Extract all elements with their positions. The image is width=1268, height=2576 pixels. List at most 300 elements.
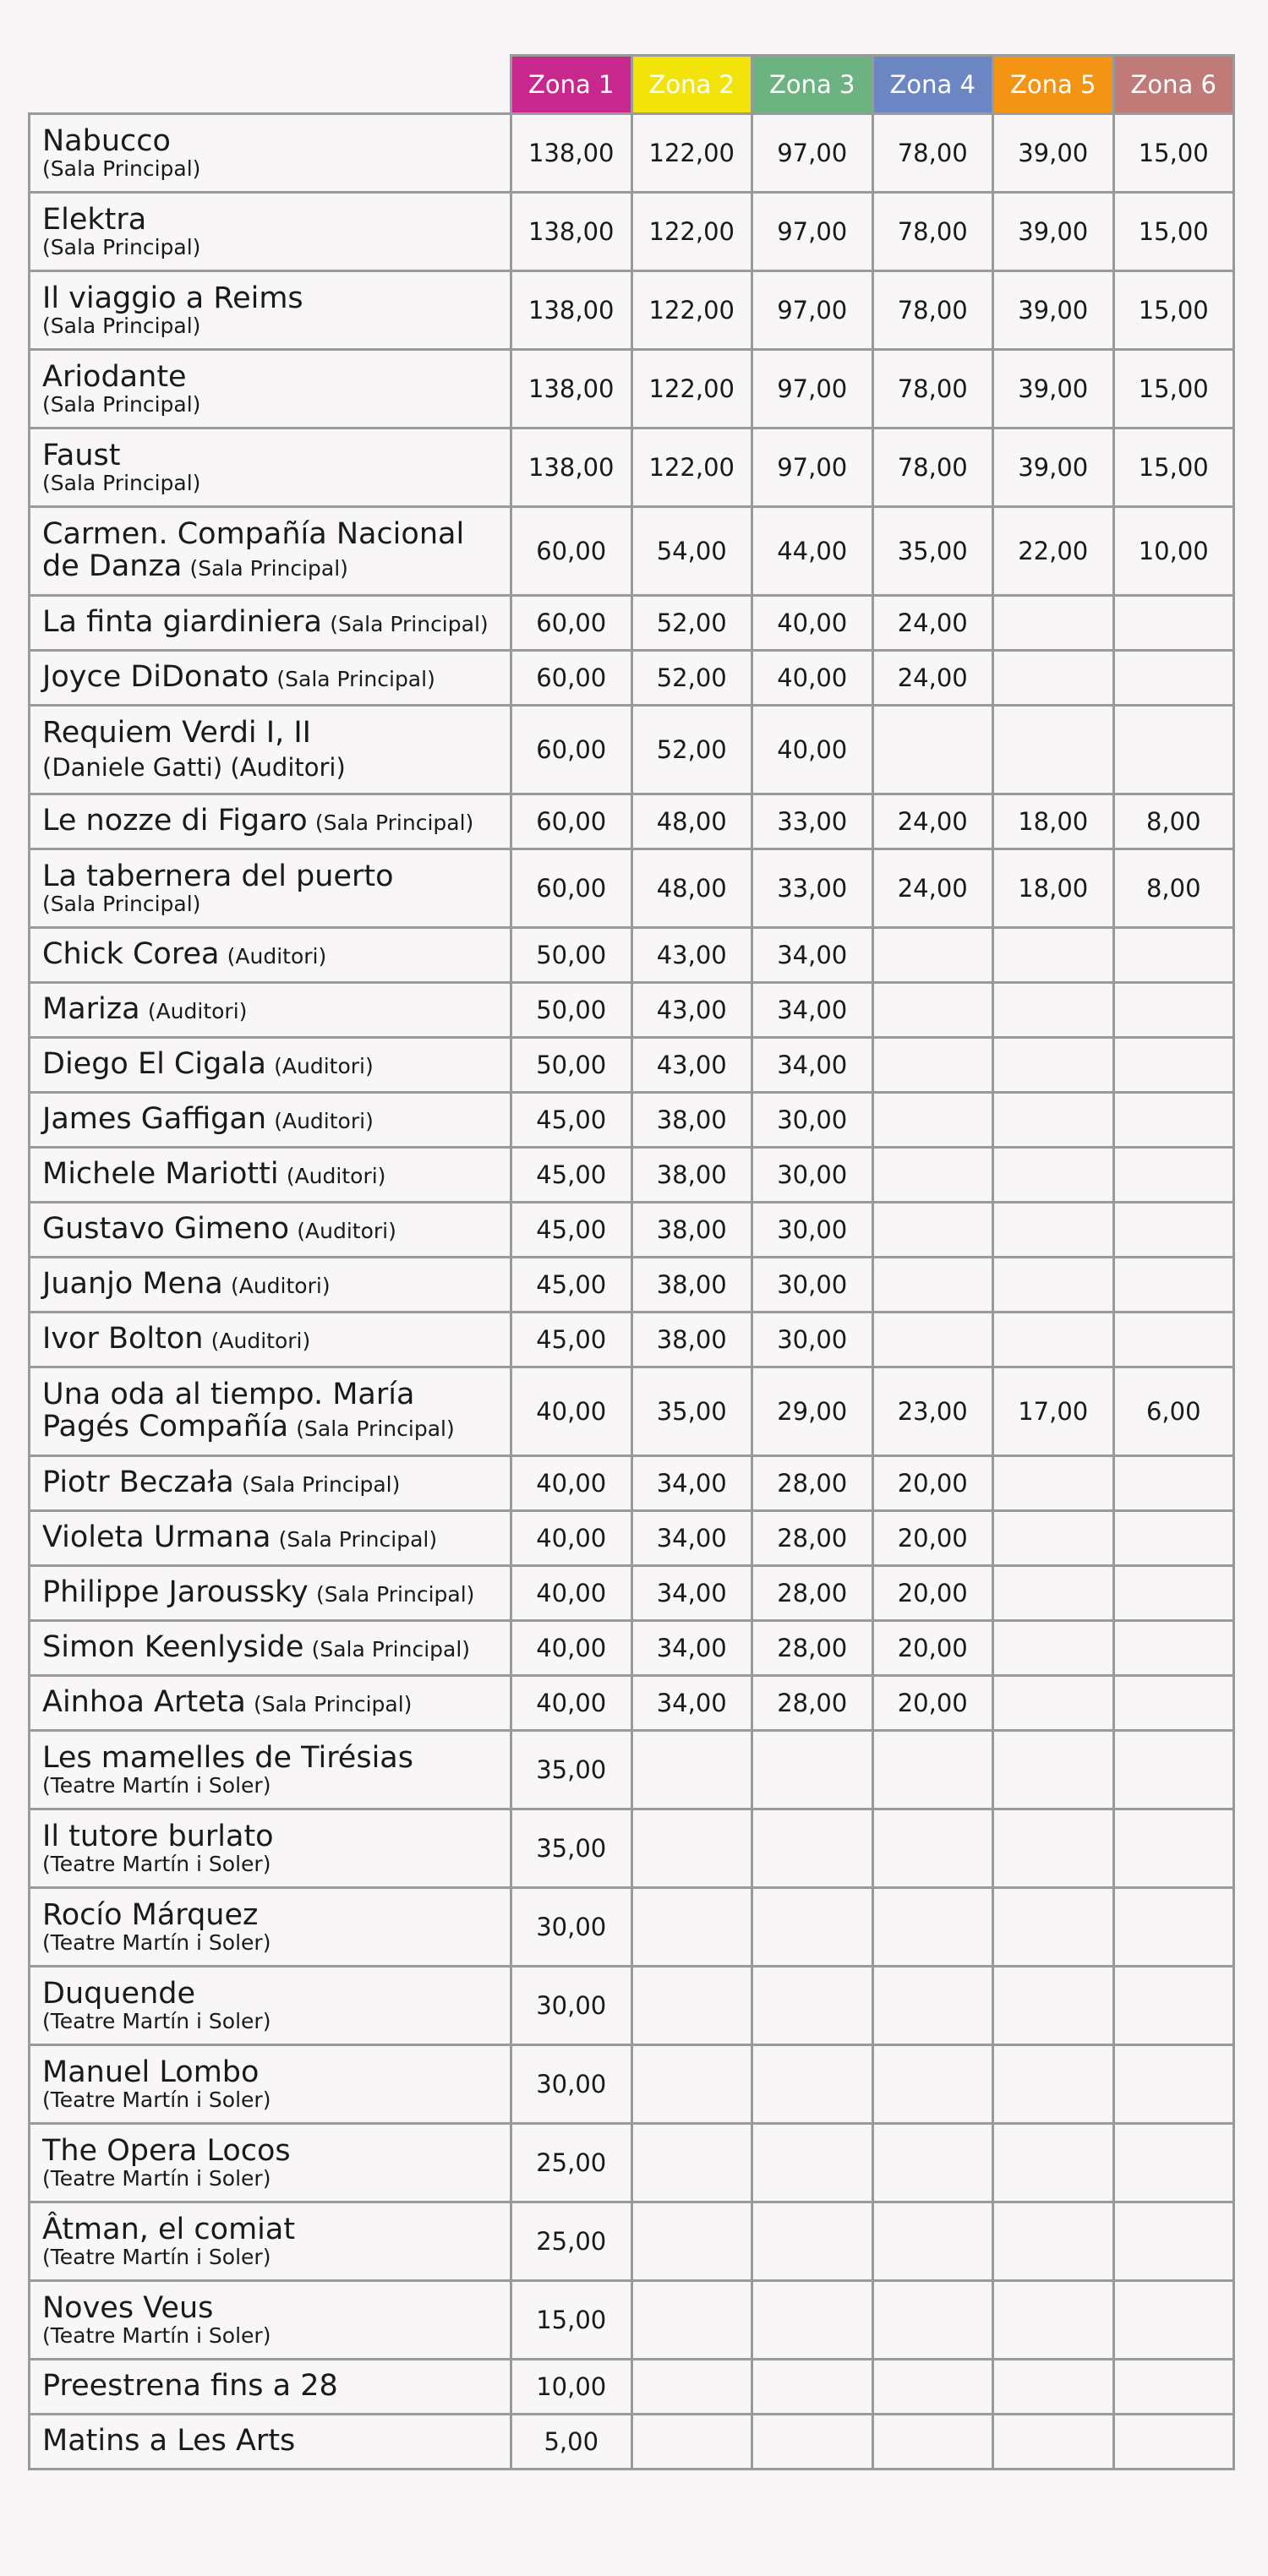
price-zone-4: 20,00 <box>872 1456 993 1511</box>
price-zone-3: 30,00 <box>752 1093 873 1148</box>
price-zone-6 <box>1113 983 1234 1038</box>
price-zone-6 <box>1113 1676 1234 1731</box>
price-zone-1: 40,00 <box>511 1367 632 1456</box>
event-cell <box>30 2360 511 2415</box>
header-corner <box>30 56 511 114</box>
event-cell <box>30 2202 511 2281</box>
price-zone-2 <box>631 2415 752 2470</box>
price-zone-3 <box>752 2360 873 2415</box>
event-venue: (Auditori) <box>147 999 248 1024</box>
event-cell <box>30 1809 511 1888</box>
event-cell <box>30 193 511 271</box>
event-cell <box>30 2415 511 2470</box>
event-venue: (Sala Principal) <box>276 667 435 692</box>
event-title: Simon Keenlyside <box>42 1630 304 1665</box>
table-row <box>30 271 1234 350</box>
price-zone-6: 15,00 <box>1113 193 1234 271</box>
price-zone-2: 38,00 <box>631 1148 752 1203</box>
price-zone-6 <box>1113 1566 1234 1621</box>
event-title: Juanjo Mena <box>42 1267 223 1302</box>
price-zone-1: 50,00 <box>511 1038 632 1093</box>
price-zone-4 <box>872 1258 993 1313</box>
price-zone-4: 78,00 <box>872 193 993 271</box>
price-zone-5 <box>993 1203 1114 1258</box>
price-zone-2: 48,00 <box>631 849 752 928</box>
table-row <box>30 1456 1234 1511</box>
table-row <box>30 2360 1234 2415</box>
price-zone-4: 78,00 <box>872 271 993 350</box>
event-title: Rocío Márquez <box>42 1897 259 1932</box>
table-row <box>30 1367 1234 1456</box>
event-venue: (Sala Principal) <box>296 1416 455 1441</box>
price-zone-2: 34,00 <box>631 1621 752 1676</box>
price-zone-5: 39,00 <box>993 428 1114 507</box>
price-zone-2: 38,00 <box>631 1313 752 1367</box>
price-zone-1: 40,00 <box>511 1566 632 1621</box>
event-cell <box>30 651 511 706</box>
price-zone-2: 38,00 <box>631 1203 752 1258</box>
price-zone-2: 43,00 <box>631 928 752 983</box>
price-zone-1: 15,00 <box>511 2281 632 2360</box>
table-row <box>30 1258 1234 1313</box>
zone-1-header: Zona 1 <box>511 56 632 114</box>
table-row <box>30 428 1234 507</box>
price-zone-6 <box>1113 2124 1234 2202</box>
price-zone-1: 25,00 <box>511 2202 632 2281</box>
event-venue: (Sala Principal) <box>241 1472 401 1498</box>
price-zone-5 <box>993 1313 1114 1367</box>
price-zone-5: 17,00 <box>993 1367 1114 1456</box>
price-zone-5 <box>993 1676 1114 1731</box>
event-title: Preestrena fins a 28 <box>42 2369 338 2404</box>
price-zone-1: 60,00 <box>511 706 632 794</box>
table-row <box>30 2202 1234 2281</box>
price-zone-3: 28,00 <box>752 1676 873 1731</box>
price-zone-1: 45,00 <box>511 1203 632 1258</box>
price-zone-6 <box>1113 1313 1234 1367</box>
event-cell <box>30 1888 511 1967</box>
price-zone-5 <box>993 1967 1114 2045</box>
price-zone-4 <box>872 1967 993 2045</box>
price-zone-2: 54,00 <box>631 507 752 596</box>
price-zone-2: 122,00 <box>631 193 752 271</box>
event-title: Noves Veus <box>42 2290 214 2325</box>
price-zone-4 <box>872 706 993 794</box>
price-zone-3: 29,00 <box>752 1367 873 1456</box>
price-zone-1: 30,00 <box>511 2045 632 2124</box>
event-venue: (Teatre Martín i Soler) <box>42 2323 271 2349</box>
price-zone-5 <box>993 1809 1114 1888</box>
zone-3-header: Zona 3 <box>752 56 873 114</box>
price-zone-6: 15,00 <box>1113 114 1234 193</box>
event-venue: (Teatre Martín i Soler) <box>42 2166 271 2191</box>
price-zone-2 <box>631 2281 752 2360</box>
price-zone-3: 33,00 <box>752 794 873 849</box>
event-cell <box>30 1203 511 1258</box>
price-zone-2: 122,00 <box>631 428 752 507</box>
price-zone-2 <box>631 1731 752 1809</box>
price-zone-4: 24,00 <box>872 651 993 706</box>
price-zone-4: 78,00 <box>872 428 993 507</box>
table-row <box>30 1511 1234 1566</box>
price-zone-1: 40,00 <box>511 1456 632 1511</box>
event-cell <box>30 706 511 794</box>
event-cell <box>30 1148 511 1203</box>
price-zone-3: 28,00 <box>752 1621 873 1676</box>
event-cell <box>30 2281 511 2360</box>
table-row <box>30 114 1234 193</box>
event-venue: (Sala Principal) <box>42 235 201 260</box>
event-cell <box>30 507 511 596</box>
price-zone-1: 138,00 <box>511 193 632 271</box>
event-title: Carmen. Compañía Nacional de Danza <box>42 517 465 583</box>
event-title: Le nozze di Figaro <box>42 804 308 838</box>
price-zone-2 <box>631 1967 752 2045</box>
event-cell <box>30 1456 511 1511</box>
price-zone-6 <box>1113 928 1234 983</box>
price-zone-6 <box>1113 1967 1234 2045</box>
event-cell <box>30 983 511 1038</box>
price-zone-4 <box>872 1731 993 1809</box>
price-zone-4: 23,00 <box>872 1367 993 1456</box>
price-zone-4 <box>872 2124 993 2202</box>
price-zone-5 <box>993 1888 1114 1967</box>
event-cell <box>30 1093 511 1148</box>
price-zone-1: 5,00 <box>511 2415 632 2470</box>
price-zone-3: 34,00 <box>752 928 873 983</box>
price-table-container <box>28 54 1235 2470</box>
price-zone-6 <box>1113 596 1234 651</box>
price-zone-6 <box>1113 706 1234 794</box>
price-zone-2: 34,00 <box>631 1456 752 1511</box>
price-zone-3: 97,00 <box>752 350 873 428</box>
price-zone-5 <box>993 1566 1114 1621</box>
event-title: Gustavo Gimeno <box>42 1212 290 1247</box>
price-zone-5 <box>993 2281 1114 2360</box>
price-zone-5 <box>993 596 1114 651</box>
table-row <box>30 2281 1234 2360</box>
price-zone-6: 8,00 <box>1113 794 1234 849</box>
price-zone-2 <box>631 1888 752 1967</box>
price-zone-2: 122,00 <box>631 350 752 428</box>
event-title: Violeta Urmana <box>42 1520 271 1555</box>
price-zone-1: 138,00 <box>511 114 632 193</box>
event-cell <box>30 849 511 928</box>
price-zone-1: 40,00 <box>511 1676 632 1731</box>
price-zone-1: 10,00 <box>511 2360 632 2415</box>
event-cell <box>30 350 511 428</box>
price-zone-5 <box>993 1511 1114 1566</box>
price-zone-3: 44,00 <box>752 507 873 596</box>
event-title: Ariodante <box>42 359 187 394</box>
event-venue: (Sala Principal) <box>42 892 201 917</box>
event-cell <box>30 1511 511 1566</box>
price-zone-3: 97,00 <box>752 428 873 507</box>
price-zone-6 <box>1113 1888 1234 1967</box>
event-title: Philippe Jaroussky <box>42 1575 309 1610</box>
price-zone-4 <box>872 2045 993 2124</box>
price-zone-4: 35,00 <box>872 507 993 596</box>
price-zone-1: 50,00 <box>511 928 632 983</box>
zone-6-header: Zona 6 <box>1113 56 1234 114</box>
event-cell <box>30 1367 511 1456</box>
price-zone-3: 40,00 <box>752 596 873 651</box>
event-cell <box>30 1621 511 1676</box>
price-zone-1: 45,00 <box>511 1313 632 1367</box>
event-title: Matins a Les Arts <box>42 2424 296 2459</box>
price-zone-2: 34,00 <box>631 1566 752 1621</box>
price-zone-1: 60,00 <box>511 596 632 651</box>
price-zone-4: 78,00 <box>872 114 993 193</box>
price-zone-4: 20,00 <box>872 1621 993 1676</box>
price-zone-4 <box>872 2202 993 2281</box>
table-row <box>30 1566 1234 1621</box>
table-row <box>30 928 1234 983</box>
price-zone-5: 39,00 <box>993 114 1114 193</box>
zone-header-row <box>30 56 1234 114</box>
price-zone-5 <box>993 2415 1114 2470</box>
price-zone-3 <box>752 1967 873 2045</box>
price-zone-6 <box>1113 1511 1234 1566</box>
price-zone-1: 35,00 <box>511 1809 632 1888</box>
price-zone-4 <box>872 928 993 983</box>
price-zone-6 <box>1113 1809 1234 1888</box>
price-zone-6: 15,00 <box>1113 350 1234 428</box>
price-zone-4 <box>872 983 993 1038</box>
event-cell <box>30 596 511 651</box>
event-cell <box>30 1038 511 1093</box>
price-zone-5: 39,00 <box>993 193 1114 271</box>
event-title: Joyce DiDonato <box>42 660 270 695</box>
price-zone-6: 15,00 <box>1113 428 1234 507</box>
zone-5-header: Zona 5 <box>993 56 1114 114</box>
table-row <box>30 507 1234 596</box>
price-zone-5 <box>993 1038 1114 1093</box>
event-cell <box>30 1967 511 2045</box>
price-zone-2: 38,00 <box>631 1258 752 1313</box>
price-zone-2: 43,00 <box>631 983 752 1038</box>
event-venue: (Auditori) <box>286 1164 386 1189</box>
event-title: The Opera Locos <box>42 2133 291 2168</box>
price-zone-6 <box>1113 1456 1234 1511</box>
price-zone-5 <box>993 1148 1114 1203</box>
table-row <box>30 1731 1234 1809</box>
event-title: Faust <box>42 438 121 472</box>
price-zone-5 <box>993 651 1114 706</box>
event-title: James Gaffigan <box>42 1102 267 1137</box>
price-zone-6 <box>1113 1258 1234 1313</box>
event-venue: (Auditori) <box>230 1274 331 1299</box>
price-zone-4: 24,00 <box>872 849 993 928</box>
price-zone-5 <box>993 1621 1114 1676</box>
price-zone-1: 35,00 <box>511 1731 632 1809</box>
price-zone-5: 18,00 <box>993 849 1114 928</box>
price-zone-6 <box>1113 1621 1234 1676</box>
price-zone-2: 52,00 <box>631 706 752 794</box>
event-venue: (Sala Principal) <box>311 1637 471 1662</box>
price-zone-2 <box>631 1809 752 1888</box>
event-cell <box>30 271 511 350</box>
price-zone-4: 20,00 <box>872 1566 993 1621</box>
table-row <box>30 1676 1234 1731</box>
event-venue: (Sala Principal) <box>278 1527 438 1553</box>
event-cell <box>30 1731 511 1809</box>
event-title: Requiem Verdi I, II <box>42 716 311 750</box>
event-cell <box>30 428 511 507</box>
event-title: Elektra <box>42 202 147 237</box>
price-zone-5: 39,00 <box>993 350 1114 428</box>
table-row <box>30 651 1234 706</box>
event-venue: (Sala Principal) <box>42 314 201 339</box>
table-row <box>30 596 1234 651</box>
event-venue: (Teatre Martín i Soler) <box>42 2009 271 2034</box>
price-zone-5 <box>993 1456 1114 1511</box>
event-title: Michele Mariotti <box>42 1157 279 1192</box>
price-zone-3: 30,00 <box>752 1258 873 1313</box>
price-zone-1: 138,00 <box>511 428 632 507</box>
price-zone-4: 20,00 <box>872 1511 993 1566</box>
table-row <box>30 1093 1234 1148</box>
price-zone-5: 18,00 <box>993 794 1114 849</box>
price-zone-4 <box>872 1093 993 1148</box>
price-zone-5 <box>993 1731 1114 1809</box>
table-row <box>30 350 1234 428</box>
price-zone-3: 97,00 <box>752 193 873 271</box>
event-title: Manuel Lombo <box>42 2055 260 2089</box>
price-zone-6 <box>1113 1148 1234 1203</box>
event-cell <box>30 1258 511 1313</box>
price-zone-3: 30,00 <box>752 1148 873 1203</box>
table-row <box>30 1888 1234 1967</box>
price-zone-1: 138,00 <box>511 350 632 428</box>
event-cell <box>30 794 511 849</box>
table-row <box>30 1621 1234 1676</box>
table-row <box>30 983 1234 1038</box>
event-title: Il viaggio a Reims <box>42 281 303 315</box>
price-zone-2: 34,00 <box>631 1511 752 1566</box>
price-zone-1: 40,00 <box>511 1511 632 1566</box>
event-venue: (Teatre Martín i Soler) <box>42 1930 271 1956</box>
event-title: Una oda al tiempo. María Pagés Compañía <box>42 1378 415 1444</box>
price-zone-4 <box>872 1038 993 1093</box>
price-zone-6 <box>1113 1093 1234 1148</box>
event-venue: (Teatre Martín i Soler) <box>42 1773 271 1798</box>
event-venue: (Auditori) <box>274 1109 374 1134</box>
event-venue: (Auditori) <box>227 944 327 969</box>
price-zone-4 <box>872 2360 993 2415</box>
price-zone-2: 48,00 <box>631 794 752 849</box>
price-zone-4: 20,00 <box>872 1676 993 1731</box>
event-venue: (Teatre Martín i Soler) <box>42 1852 271 1877</box>
event-venue: (Auditori) <box>210 1329 311 1354</box>
price-zone-4 <box>872 1148 993 1203</box>
price-zone-6 <box>1113 2202 1234 2281</box>
price-zone-5 <box>993 1093 1114 1148</box>
price-zone-3: 34,00 <box>752 1038 873 1093</box>
price-zone-2: 38,00 <box>631 1093 752 1148</box>
event-title: Chick Corea <box>42 937 220 972</box>
event-title: La tabernera del puerto <box>42 859 394 893</box>
event-title: La finta giardiniera <box>42 605 322 640</box>
price-zone-6: 6,00 <box>1113 1367 1234 1456</box>
event-cell <box>30 114 511 193</box>
price-zone-5 <box>993 928 1114 983</box>
price-zone-5 <box>993 983 1114 1038</box>
price-zone-5 <box>993 2124 1114 2202</box>
price-zone-6 <box>1113 1203 1234 1258</box>
price-zone-4 <box>872 1313 993 1367</box>
table-row <box>30 794 1234 849</box>
price-zone-2 <box>631 2045 752 2124</box>
price-table <box>28 54 1235 2470</box>
price-zone-5 <box>993 706 1114 794</box>
price-zone-6 <box>1113 651 1234 706</box>
price-zone-6 <box>1113 1038 1234 1093</box>
event-title: Les mamelles de Tirésias <box>42 1740 413 1775</box>
price-zone-3 <box>752 1888 873 1967</box>
price-zone-6: 8,00 <box>1113 849 1234 928</box>
price-zone-3: 40,00 <box>752 706 873 794</box>
price-zone-3 <box>752 2202 873 2281</box>
event-venue: (Sala Principal) <box>42 471 201 496</box>
price-zone-3 <box>752 1809 873 1888</box>
price-zone-2: 43,00 <box>631 1038 752 1093</box>
event-title: Duquende <box>42 1976 195 2011</box>
price-zone-3: 28,00 <box>752 1511 873 1566</box>
price-zone-1: 60,00 <box>511 794 632 849</box>
price-zone-4: 78,00 <box>872 350 993 428</box>
event-venue: (Sala Principal) <box>315 1582 475 1607</box>
price-zone-6 <box>1113 1731 1234 1809</box>
event-venue: (Sala Principal) <box>42 392 201 418</box>
price-zone-1: 30,00 <box>511 1888 632 1967</box>
event-cell <box>30 928 511 983</box>
price-zone-4 <box>872 2415 993 2470</box>
event-title: Ainhoa Arteta <box>42 1685 246 1720</box>
price-zone-2: 35,00 <box>631 1367 752 1456</box>
event-title: Mariza <box>42 992 140 1027</box>
event-venue: (Sala Principal) <box>330 612 489 637</box>
price-zone-2 <box>631 2202 752 2281</box>
event-title: Piotr Beczała <box>42 1465 234 1500</box>
event-cell <box>30 1566 511 1621</box>
price-zone-2: 122,00 <box>631 271 752 350</box>
event-cell <box>30 2124 511 2202</box>
table-row <box>30 849 1234 928</box>
table-row <box>30 1203 1234 1258</box>
table-row <box>30 1967 1234 2045</box>
event-venue: (Daniele Gatti) (Auditori) <box>42 753 346 783</box>
price-zone-6 <box>1113 2360 1234 2415</box>
price-zone-3: 33,00 <box>752 849 873 928</box>
price-zone-5 <box>993 2360 1114 2415</box>
price-zone-6 <box>1113 2415 1234 2470</box>
price-zone-3: 30,00 <box>752 1203 873 1258</box>
price-zone-2 <box>631 2360 752 2415</box>
price-zone-4 <box>872 1203 993 1258</box>
event-venue: (Auditori) <box>297 1219 396 1244</box>
table-row <box>30 193 1234 271</box>
zone-4-header: Zona 4 <box>872 56 993 114</box>
price-zone-5 <box>993 2045 1114 2124</box>
price-zone-2: 52,00 <box>631 596 752 651</box>
price-zone-3: 97,00 <box>752 271 873 350</box>
event-title: Ivor Bolton <box>42 1322 204 1356</box>
price-zone-1: 40,00 <box>511 1621 632 1676</box>
price-zone-1: 60,00 <box>511 507 632 596</box>
price-zone-6 <box>1113 2045 1234 2124</box>
price-zone-3 <box>752 2281 873 2360</box>
